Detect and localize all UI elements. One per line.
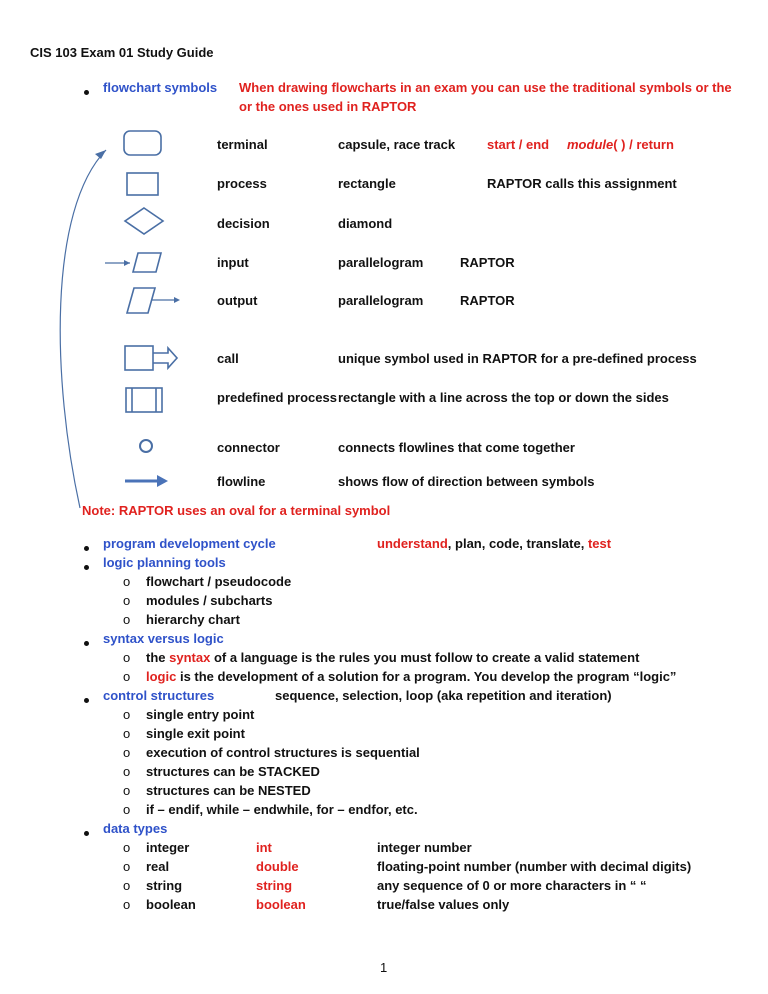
sub-bullet: o [123,612,131,627]
output-icon [127,288,155,313]
logic-tools-item: flowchart / pseudocode [146,574,292,589]
sub-bullet: o [123,878,131,893]
arrowhead-icon [95,150,106,159]
page-number: 1 [380,960,388,975]
control-item: if – endif, while – endwhile, for – endfor, etc. [146,802,418,817]
control-item: single entry point [146,707,255,722]
logic-tools-label: logic planning tools [103,555,226,570]
cycle-label: program development cycle [103,536,276,551]
row-terminal-extra1: start / end [487,137,550,152]
raptor-note: Note: RAPTOR uses an oval for a terminal symbol [82,503,391,518]
data-type-name: string [146,878,183,893]
row-flowline-desc: shows flow of direction between symbols [338,474,595,489]
row-input-extra: RAPTOR [460,255,515,270]
control-item: execution of control structures is sequential [146,745,420,760]
control-item: structures can be NESTED [146,783,311,798]
data-type-keyword: string [256,878,293,893]
bullet [84,565,89,570]
control-item: single exit point [146,726,245,741]
flowchart-note-line1: When drawing flowcharts in an exam you can use the traditional symbols or the [239,80,732,95]
sub-bullet: o [123,669,131,684]
data-type-desc: floating-point number (number with decimal digits) [377,859,692,874]
sub-bullet: o [123,897,131,912]
row-call-desc: unique symbol used in RAPTOR for a pre-defined process [338,351,697,366]
flowchart-note-line2: or the ones used in RAPTOR [239,99,417,114]
data-type-desc: true/false values only [377,897,510,912]
logic-item: logic is the development of a solution for a program. You develop the program “logic” [146,669,677,684]
process-icon [127,173,158,195]
bullet [84,698,89,703]
call-icon [125,346,153,370]
row-predefined-desc: rectangle with a line across the top or down the sides [338,390,669,405]
data-type-keyword: boolean [256,897,306,912]
control-item: structures can be STACKED [146,764,320,779]
sub-bullet: o [123,840,131,855]
flowchart-label: flowchart symbols [103,80,218,95]
row-decision-shape: diamond [338,216,393,231]
row-terminal-shape: capsule, race track [338,137,456,152]
logic-tools-item: modules / subcharts [146,593,273,608]
syntax-item: the syntax of a language is the rules you must follow to create a valid statement [146,650,640,665]
row-output-shape: parallelogram [338,293,424,308]
row-connector-desc: connects flowlines that come together [338,440,575,455]
bullet [84,546,89,551]
logic-tools-item: hierarchy chart [146,612,240,627]
terminal-icon [124,131,161,155]
control-label: control structures [103,688,215,703]
connector-icon [140,440,152,452]
input-icon [133,253,161,272]
sub-bullet: o [123,745,131,760]
data-types-label: data types [103,821,168,836]
decision-icon [125,208,163,234]
data-type-keyword: int [256,840,272,855]
sub-bullet: o [123,764,131,779]
row-output-name: output [217,293,258,308]
row-flowline-name: flowline [217,474,266,489]
control-desc: sequence, selection, loop (aka repetition and iteration) [275,688,612,703]
row-predefined-name: predefined process [217,390,337,405]
data-type-name: boolean [146,897,196,912]
sub-bullet: o [123,783,131,798]
row-connector-name: connector [217,440,280,455]
sub-bullet: o [123,726,131,741]
cycle-steps: understand, plan, code, translate, test [377,536,612,551]
data-type-name: integer [146,840,190,855]
row-process-shape: rectangle [338,176,396,191]
row-terminal-name: terminal [217,137,268,152]
bullet [84,831,89,836]
row-decision-name: decision [217,216,270,231]
page-title: CIS 103 Exam 01 Study Guide [30,45,214,60]
sub-bullet: o [123,802,131,817]
row-output-extra: RAPTOR [460,293,515,308]
sub-bullet: o [123,707,131,722]
row-input-name: input [217,255,249,270]
curved-arrow-icon [60,150,106,508]
data-type-keyword: double [256,859,299,874]
row-call-name: call [217,351,239,366]
row-process-name: process [217,176,267,191]
sub-bullet: o [123,859,131,874]
data-type-name: real [146,859,170,874]
bullet [84,641,89,646]
syntax-logic-label: syntax versus logic [103,631,224,646]
row-terminal-extra2: module( ) / return [567,137,674,152]
sub-bullet: o [123,574,131,589]
sub-bullet: o [123,593,131,608]
data-type-desc: any sequence of 0 or more characters in “ “ [377,878,647,893]
row-input-shape: parallelogram [338,255,424,270]
data-type-desc: integer number [377,840,472,855]
sub-bullet: o [123,650,131,665]
row-process-extra: RAPTOR calls this assignment [487,176,677,191]
